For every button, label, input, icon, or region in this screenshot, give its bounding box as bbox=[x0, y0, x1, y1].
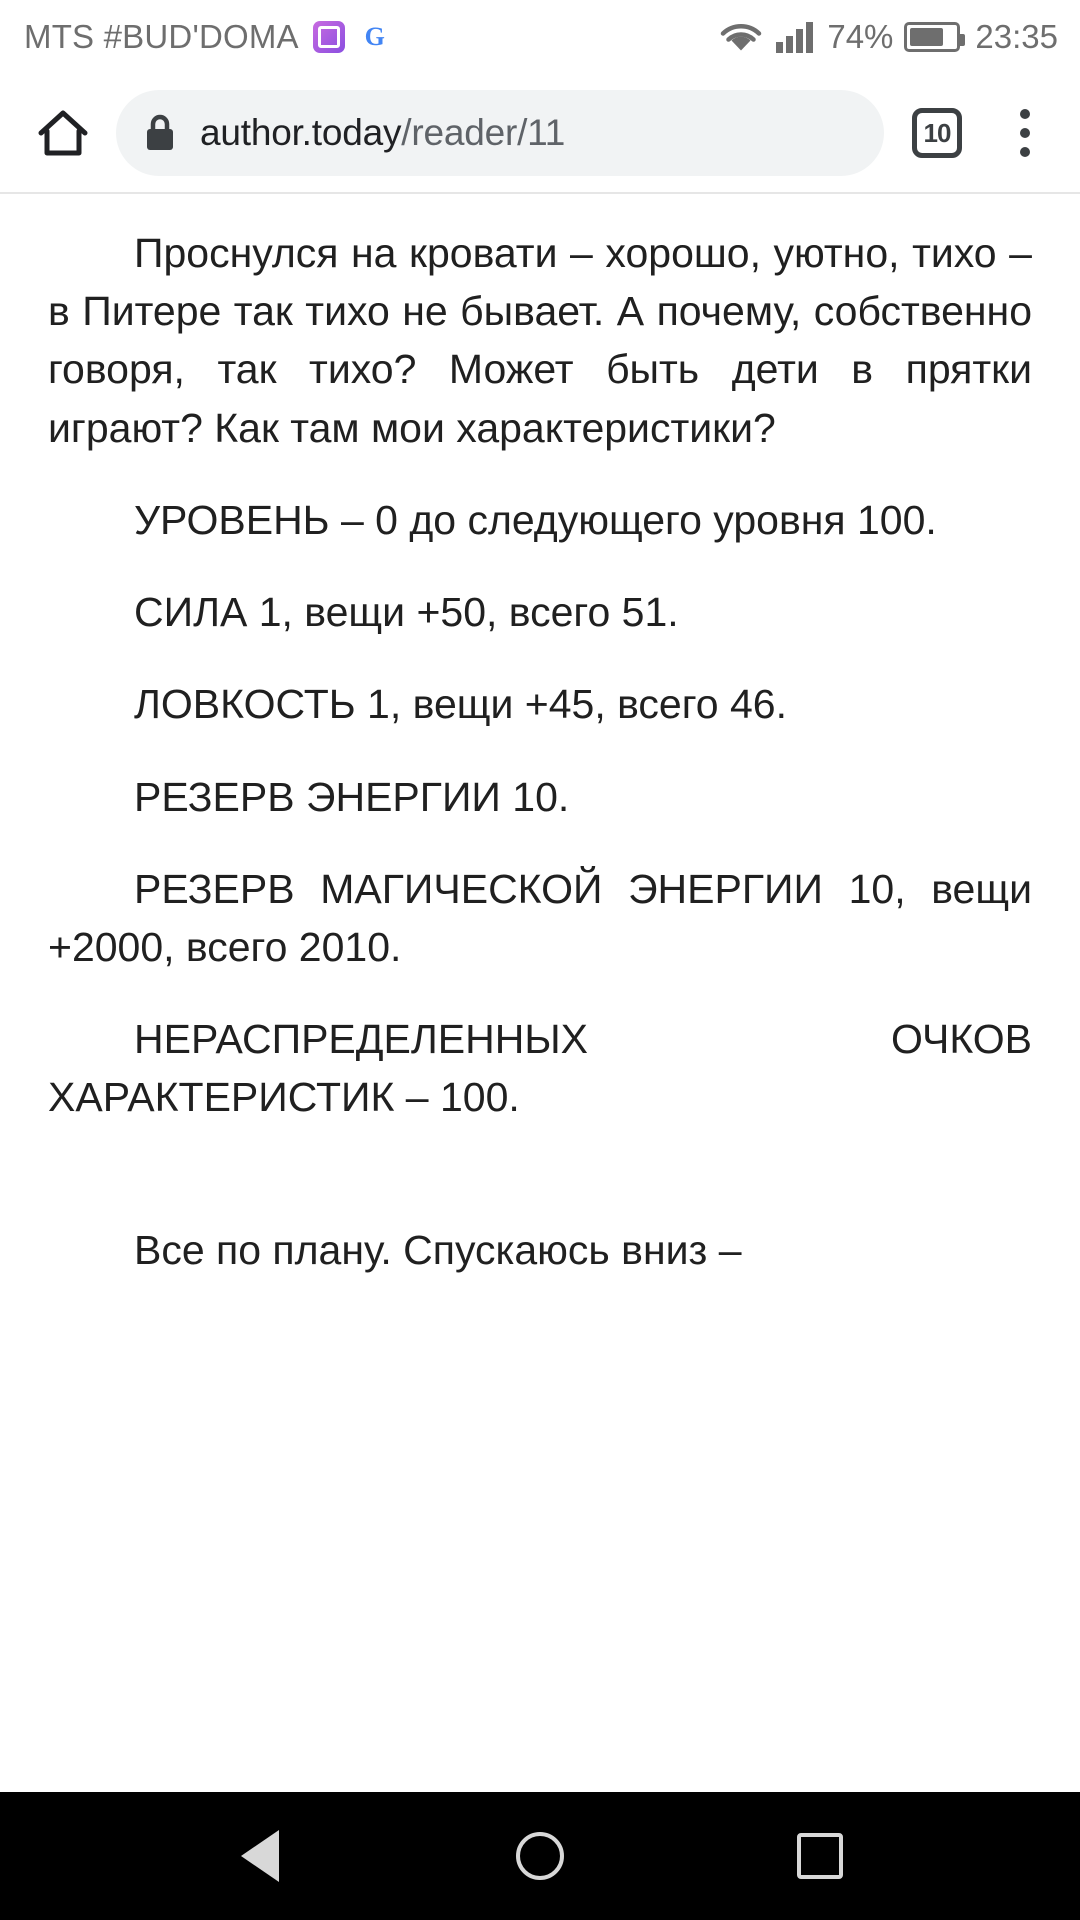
recents-square-icon bbox=[797, 1833, 843, 1879]
url-path: /reader/11 bbox=[401, 112, 566, 153]
reader-paragraph: ЛОВКОСТЬ 1, вещи +45, всего 46. bbox=[134, 681, 787, 728]
wifi-icon bbox=[719, 20, 763, 54]
menu-dot bbox=[1020, 147, 1030, 157]
reader-paragraph: Все по плану. Спускаюсь вниз – bbox=[134, 1226, 742, 1273]
menu-dot bbox=[1020, 109, 1030, 119]
back-button[interactable] bbox=[215, 1811, 305, 1901]
cellular-signal-icon bbox=[774, 20, 816, 54]
status-bar-right bbox=[719, 18, 1058, 56]
recents-button[interactable] bbox=[775, 1811, 865, 1901]
battery-percent-label: 74% bbox=[827, 18, 894, 55]
reader-content[interactable] bbox=[0, 194, 1080, 1792]
battery-icon bbox=[904, 22, 960, 52]
screenshot-badge-icon bbox=[313, 21, 345, 53]
back-triangle-icon bbox=[241, 1830, 279, 1882]
battery-fill bbox=[910, 28, 943, 46]
overflow-menu-icon[interactable] bbox=[990, 90, 1060, 176]
home-button[interactable] bbox=[495, 1811, 585, 1901]
reader-paragraph: РЕЗЕРВ ЭНЕРГИИ 10. bbox=[134, 773, 570, 820]
menu-dot bbox=[1020, 128, 1030, 138]
reader-paragraph: Проснулся на кровати – хорошо, уютно, тихо – в Питере так тихо не бывает. А почему, собственно говоря, так тихо? Может быть дети в прятки играют? Как там мои характеристики? bbox=[48, 230, 1032, 451]
reader-paragraph: НЕРАСПРЕДЕЛЕННЫХ ОЧКОВ ХАРАКТЕРИСТИК – 100. bbox=[48, 1016, 1032, 1121]
reader-paragraph: РЕЗЕРВ МАГИЧЕСКОЙ ЭНЕРГИИ 10, вещи +2000, всего 2010. bbox=[48, 865, 1032, 970]
tab-count-label: 10 bbox=[912, 108, 962, 158]
url-text bbox=[200, 112, 565, 154]
browser-toolbar bbox=[0, 74, 1080, 194]
url-bar[interactable] bbox=[116, 90, 884, 176]
reader-paragraph: СИЛА 1, вещи +50, всего 51. bbox=[134, 589, 679, 636]
home-circle-icon bbox=[516, 1832, 564, 1880]
google-icon: G bbox=[359, 21, 391, 53]
lock-icon bbox=[142, 111, 178, 155]
home-icon[interactable] bbox=[20, 90, 106, 176]
clock-label: 23:35 bbox=[975, 18, 1058, 55]
status-bar bbox=[0, 0, 1080, 74]
tab-switcher-button[interactable] bbox=[894, 90, 980, 176]
android-navigation-bar bbox=[0, 1792, 1080, 1920]
status-bar-left bbox=[24, 18, 391, 56]
carrier-label: MTS #BUD'DOMA bbox=[24, 18, 299, 55]
url-domain: author.today bbox=[200, 112, 402, 153]
reader-paragraph: УРОВЕНЬ – 0 до следующего уровня 100. bbox=[134, 496, 937, 543]
paragraph-gap bbox=[48, 1161, 1032, 1221]
